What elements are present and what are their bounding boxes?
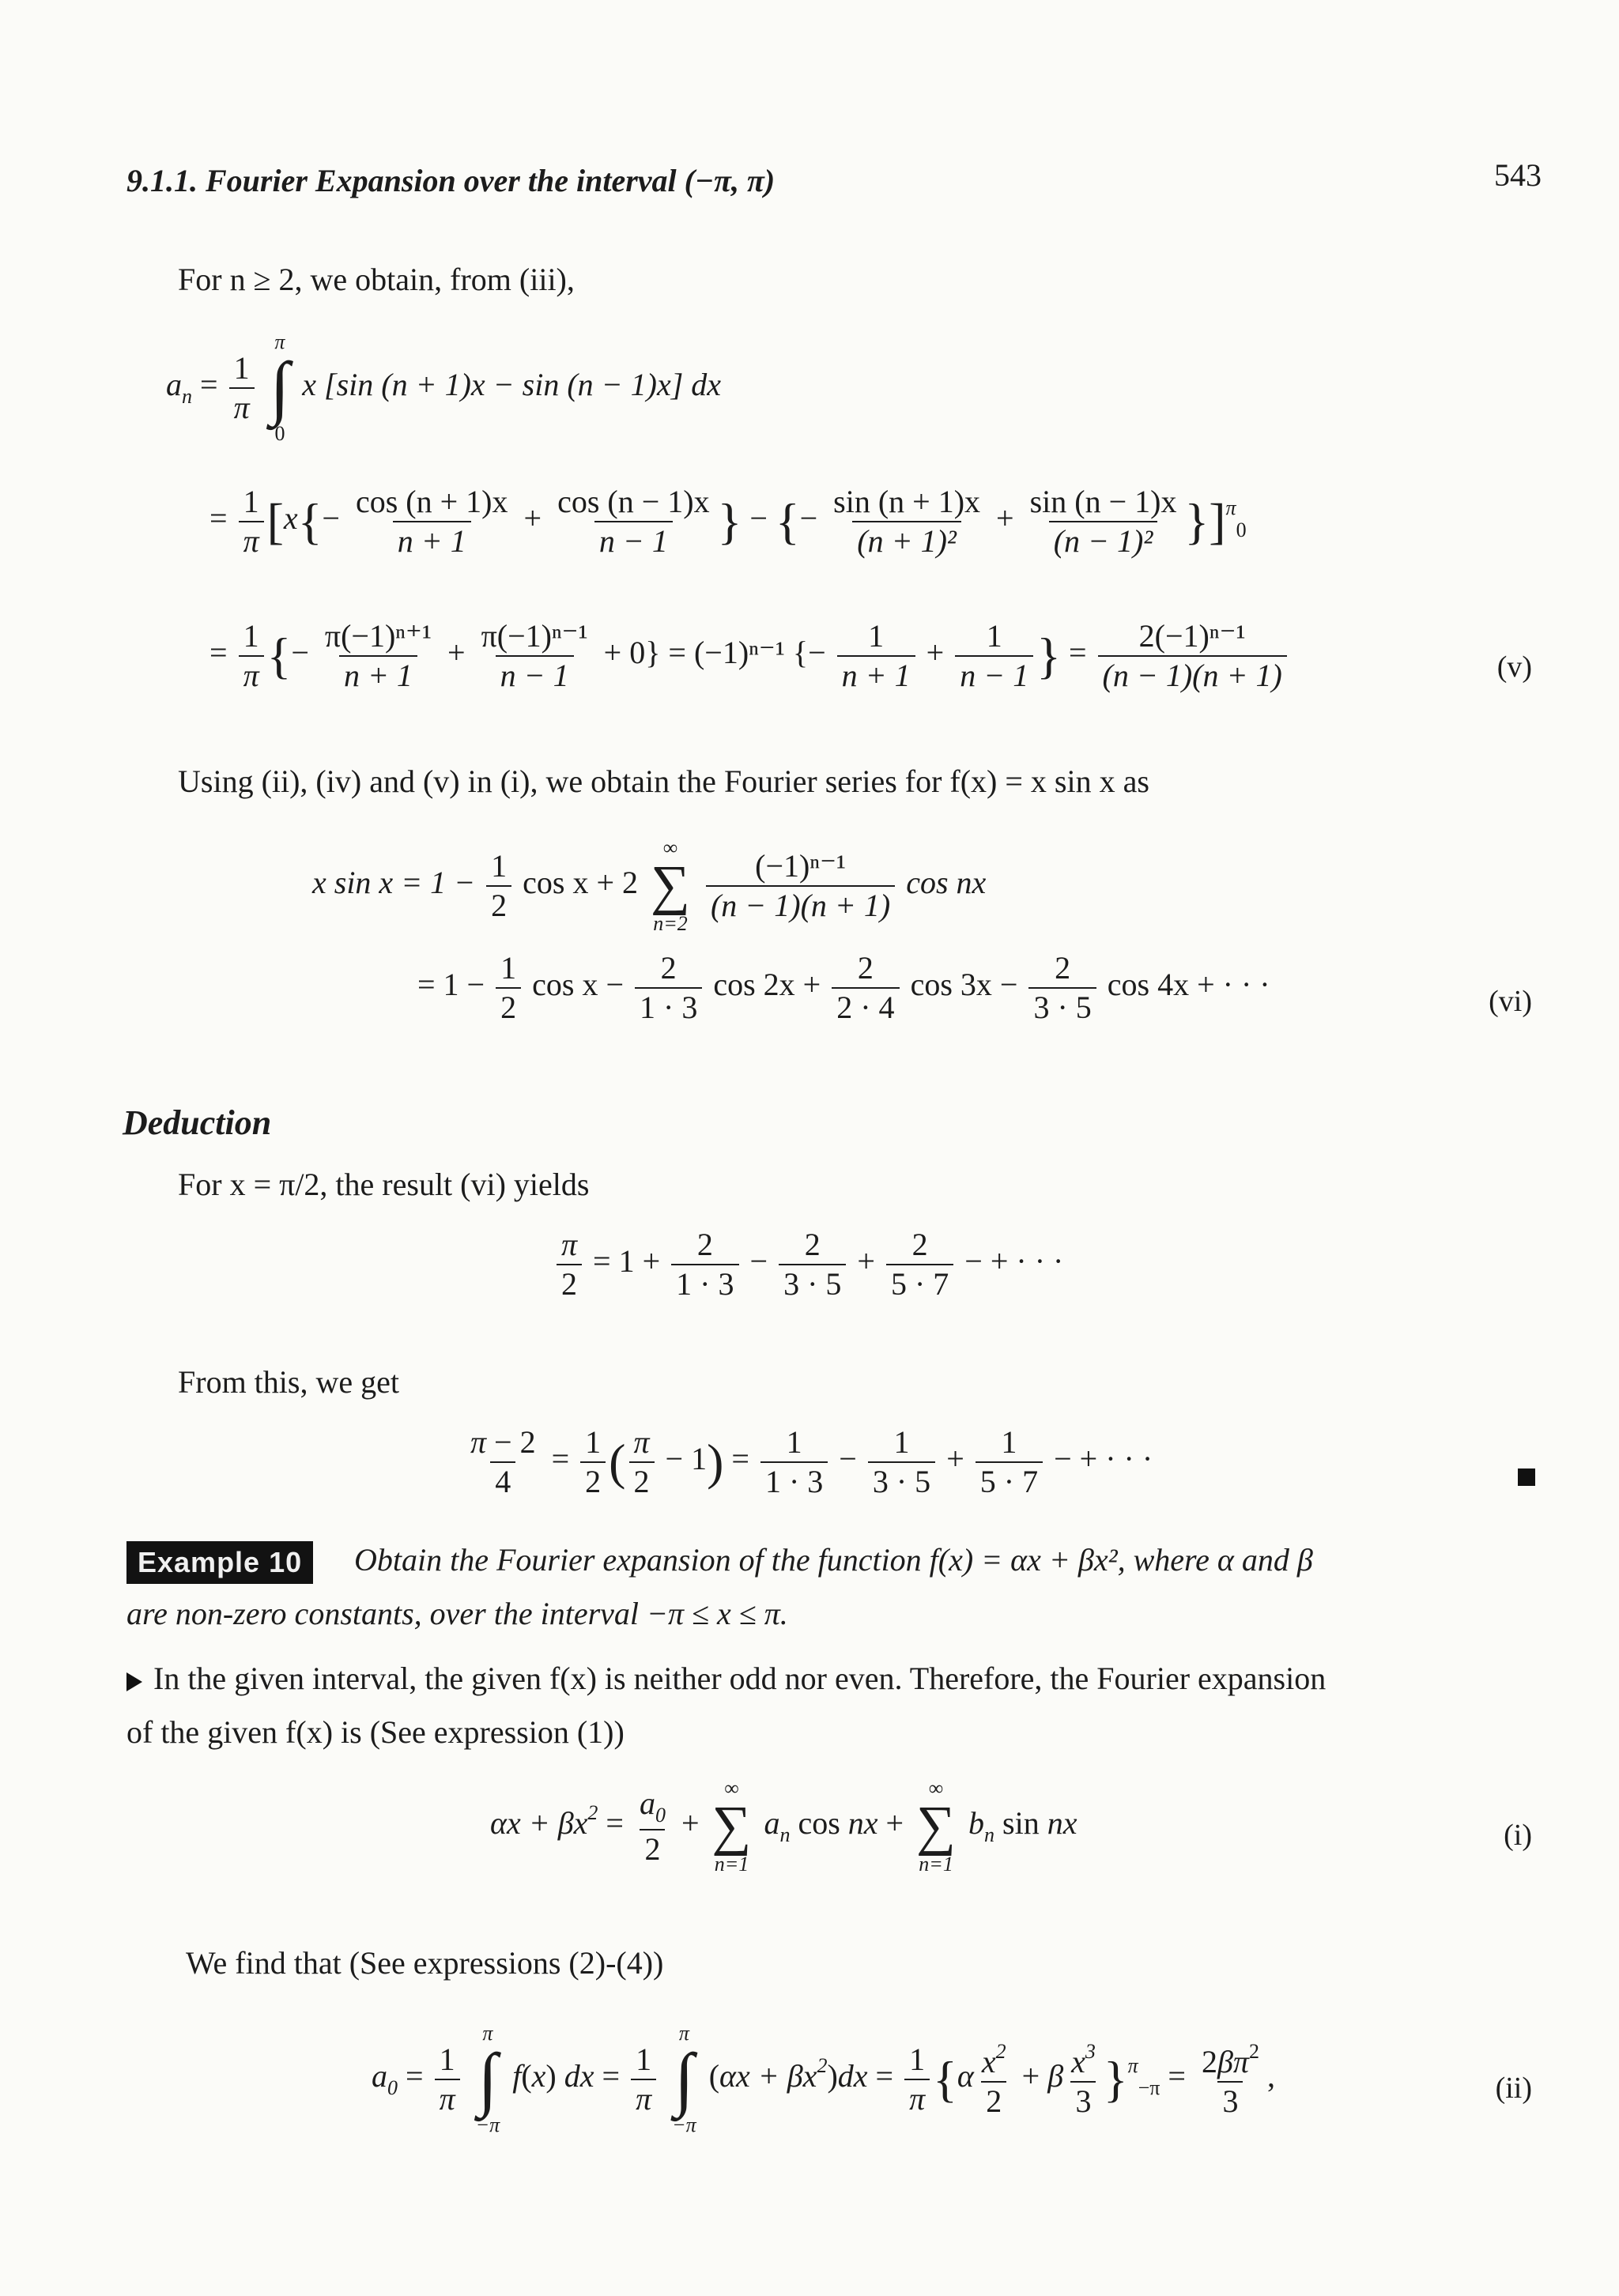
equation-label-vi: (vi) [1489, 985, 1532, 1018]
equation-pi-over-2: $\frac{\pi}{2}$ = 1 + $\frac{2}{1 \cdot 3}$ − $\frac{2}{3 \cdot 5}$ + $\frac{2}{5 \cdot 7}$ − + · · · [553, 1229, 1063, 1300]
equation-an-line3: = $\frac{1}{\pi}$ {− $\frac{\text{π(−1)ⁿ⁺¹}}{n + 1}$ + $\frac{\text{π(−1)ⁿ⁻¹}}{n - 1}$ + 0} = (−1)ⁿ⁻¹ {− $\frac{1}{n + 1}$ + $\frac{1}{n - 1}$ } = $\frac{\text{2(−1)ⁿ⁻¹}}{(n - 1)(n + 1)}$ [209, 620, 1290, 692]
deduction-heading: Deduction [123, 1103, 272, 1142]
end-of-proof-square [1518, 1468, 1535, 1486]
deduction-text: For x = π/2, the result (vi) yields [178, 1167, 590, 1202]
paragraph-using: Using (ii), (iv) and (v) in (i), we obtain the Fourier series for f(x) = x sin x as [178, 763, 1149, 799]
solution-line2: of the given f(x) is (See expression (1)) [126, 1714, 625, 1750]
equation-vi-line2: = 1 − $\frac{1}{2}$ cos x − $\frac{2}{1 \cdot 3}$ cos 2x + $\frac{2}{2 \cdot 4}$ cos 3x − $\frac{2}{3 \cdot 5}$ cos 4x + · · · [417, 950, 1270, 1025]
solution-line1: In the given interval, the given f(x) is neither odd nor even. Therefore, the Fourier expansion [126, 1660, 1326, 1697]
example-label: Example 10 [126, 1541, 313, 1584]
equation-vi-line1: x sin x = 1 − $\frac{1}{2}$ cos x + 2 ∞ ∑ n=2 $\frac{\text{(−1)ⁿ⁻¹}}{(n - 1)(n + 1)}$ cos nx [312, 836, 987, 935]
section-heading: 9.1.1. Fourier Expansion over the interval (−π, π) [126, 163, 776, 198]
paragraph-intro: For n ≥ 2, we obtain, from (iii), [178, 262, 575, 297]
example-statement-cont: are non-zero constants, over the interval −π ≤ x ≤ π. [126, 1596, 788, 1631]
equation-an-line2: = $\frac{1}{\pi}$ [x{− $\frac{\cos (n + 1)x}{n + 1}$ + $\frac{\cos (n - 1)x}{n - 1}$ } − {− $\frac{\sin (n + 1)x}{\text{(n + 1)²}}$ + $\frac{\sin (n - 1)x}{\text{(n − 1)²}}$ }]$^\pi_0$ [209, 484, 1247, 559]
equation-fourier-i: $\alpha x + \beta x^2$ = $\frac{a_0}{2}$ + ∞ ∑ n=1 $a_n$ cos nx + ∞ ∑ n=1 $b_n$ sin nx [490, 1777, 1077, 1876]
equation-label-i: (i) [1504, 1819, 1532, 1852]
page-number: 543 [1494, 157, 1542, 193]
we-find-text: We find that (See expressions (2)-(4)) [186, 1945, 664, 1981]
solution-arrow-icon [126, 1672, 142, 1691]
from-this-text: From this, we get [178, 1364, 399, 1400]
equation-an-line1: $a_n$ = $\frac{1}{\pi}$ π ∫ 0 x [sin (n + 1)x − sin (n − 1)x] dx [166, 330, 722, 445]
equation-pi-minus-2: $\frac{\pi - 2}{4}$ = $\frac{1}{2}$ ( $\frac{\pi}{2}$ − 1) = $\frac{1}{1 \cdot 3}$ − $\frac{1}{3 \cdot 5}$ + $\frac{1}{5 \cdot 7}$ − + · · · [470, 1424, 1153, 1499]
equation-label-v: (v) [1496, 650, 1532, 684]
equation-label-ii: (ii) [1495, 2072, 1532, 2105]
example-statement: Obtain the Fourier expansion of the function f(x) = αx + βx², where α and β [354, 1542, 1313, 1578]
equation-a0-ii: $a_0$ = $\frac{1}{\pi}$ π ∫ −π f(x) dx = $\frac{1}{\pi}$ π ∫ −π $(\alpha x + \beta x^2)dx$ = $\frac{1}{\pi}$ {α $\frac{x^2}{2}$ + β $\frac{x^3}{3}$ }$^\pi_{-\pi}$ = $\frac{2\beta\pi^2}{3}$ , [372, 2022, 1275, 2136]
